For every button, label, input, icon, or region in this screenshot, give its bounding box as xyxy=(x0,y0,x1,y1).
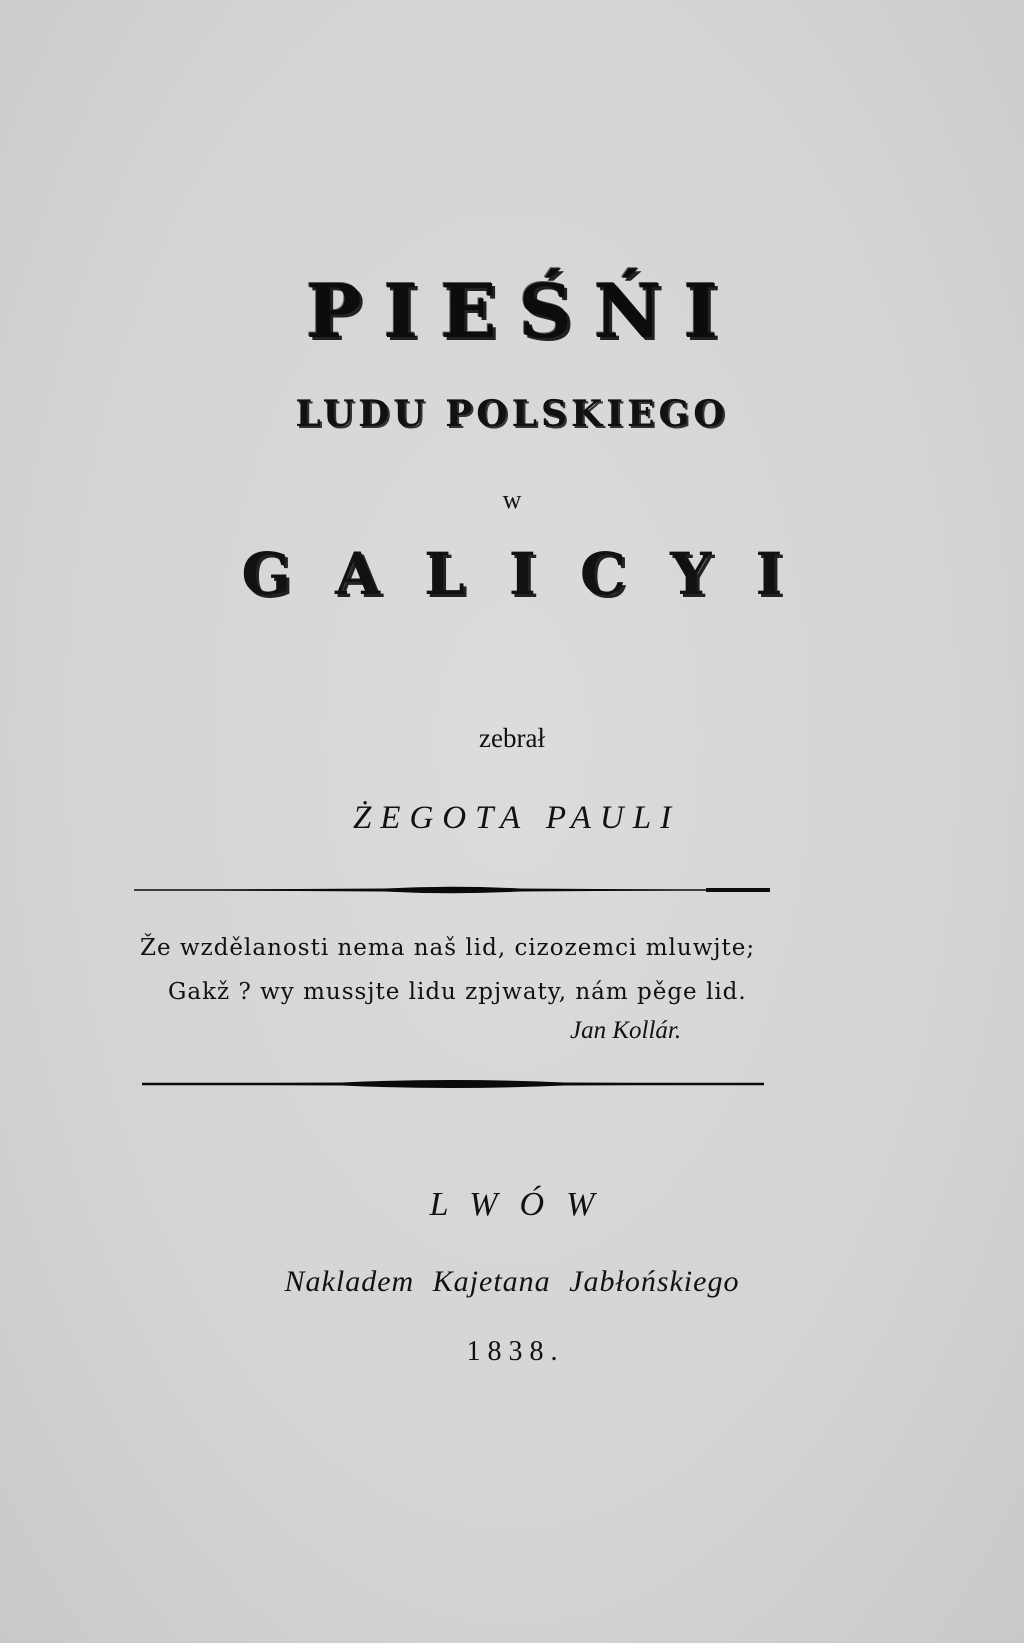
author-name: ŻEGOTA PAULI xyxy=(352,800,681,836)
imprint-publisher: Nakladem Kajetana Jabłońskiego xyxy=(284,1265,740,1298)
collected-by-label: zebrał xyxy=(479,723,545,753)
epigraph-line-2: Gakž ? wy mussjte lidu zpjwaty, nám pěge lid. xyxy=(168,979,747,1005)
imprint-city: LWÓW xyxy=(429,1186,617,1223)
book-subtitle: LUDU POLSKIEGO xyxy=(295,393,729,435)
epigraph-line-1: Že wzdělanosti nema naš lid, cizozemci mluwjte; xyxy=(140,935,756,961)
imprint-year: 1838. xyxy=(466,1336,565,1367)
title-place: GALICYI xyxy=(241,540,827,608)
book-title: PIEŚŃI xyxy=(305,269,741,355)
epigraph-attribution: Jan Kollár. xyxy=(570,1017,682,1044)
title-connector: w xyxy=(502,485,522,514)
